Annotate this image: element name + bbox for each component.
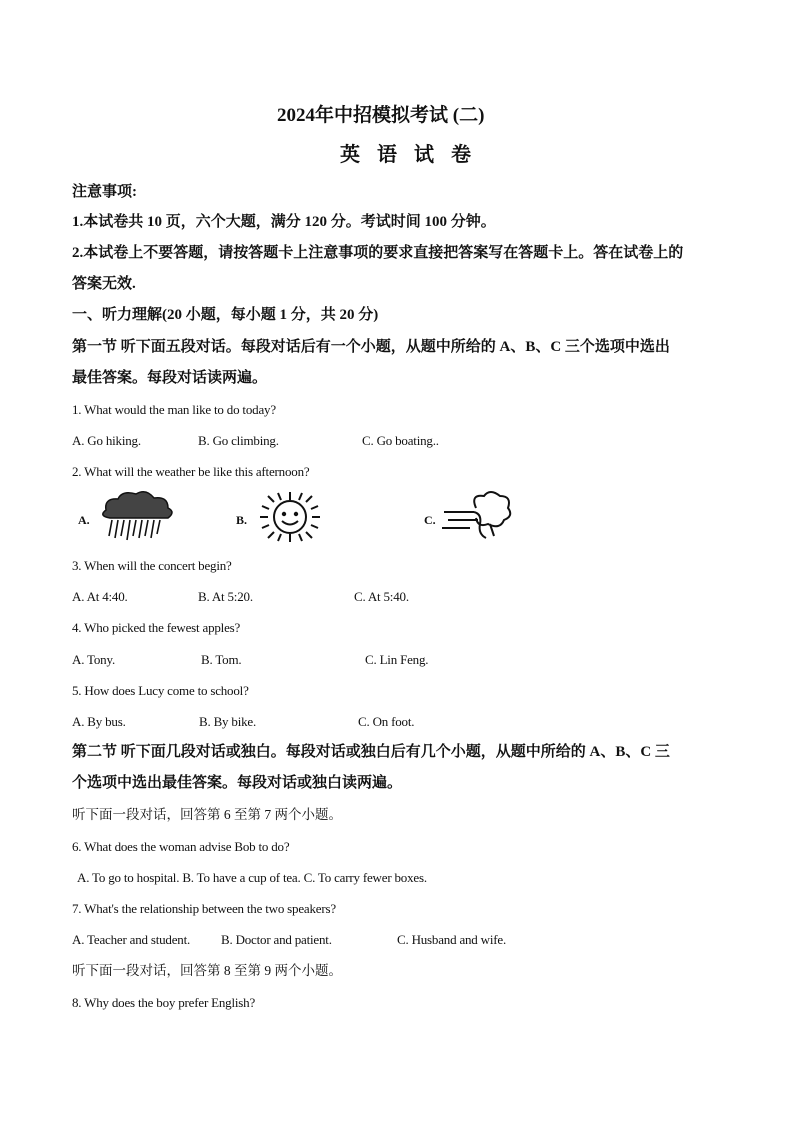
q3-option-c: C. At 5:40. [354, 589, 409, 604]
q5-option-b: B. By bike. [199, 714, 257, 729]
q5-option-a: A. By bus. [72, 714, 126, 729]
q1-option-b: B. Go climbing. [198, 433, 279, 448]
wind-cloud-icon [440, 490, 514, 542]
smiling-sun-icon [254, 490, 326, 544]
q3-option-b: B. At 5:20. [198, 589, 253, 604]
dialogue-intro-6-7: 听下面一段对话，回答第 6 至第 7 两个小题。 [72, 807, 342, 822]
q1-stem: 1. What would the man like to do today? [72, 402, 276, 417]
notice-item-2-line-1: 2.本试卷上不要答题，请按答题卡上注意事项的要求直接把答案写在答题卡上。答在试卷上的 [72, 245, 684, 261]
section2-instruction-line-1: 第二节 听下面几段对话或独白。每段对话或独白后有几个小题，从题中所给的 A、B、C 三 [72, 744, 670, 760]
q7-option-a: A. Teacher and student. [72, 932, 191, 947]
q2-stem: 2. What will the weather be like this afternoon? [72, 464, 310, 479]
notice-item-2-line-2: 答案无效. [72, 276, 136, 292]
q7-option-c: C. Husband and wife. [397, 932, 507, 947]
q7-stem: 7. What's the relationship between the two speakers? [72, 901, 336, 916]
part1-heading: 一、听力理解(20 小题，每小题 1 分，共 20 分) [72, 307, 379, 323]
q4-option-b: B. Tom. [201, 652, 242, 667]
q6-options: A. To go to hospital. B. To have a cup of tea. C. To carry fewer boxes. [77, 870, 427, 885]
q4-stem: 4. Who picked the fewest apples? [72, 620, 241, 635]
q3-stem: 3. When will the concert begin? [72, 558, 232, 573]
dialogue-intro-8-9: 听下面一段对话，回答第 8 至第 9 两个小题。 [72, 963, 342, 978]
section1-instruction-line-1: 第一节 听下面五段对话。每段对话后有一个小题，从题中所给的 A、B、C 三个选项中选出 [72, 339, 670, 355]
page-title: 2024年中招模拟考试 (二) [277, 105, 485, 126]
section2-instruction-line-2: 个选项中选出最佳答案。每段对话或独白读两遍。 [72, 775, 403, 791]
q2-option-a-label: A. [78, 513, 90, 527]
q4-option-a: A. Tony. [72, 652, 115, 667]
q2-option-b-label: B. [236, 513, 248, 527]
page-subtitle: 英 语 试 卷 [340, 144, 477, 166]
q7-option-b: B. Doctor and patient. [221, 932, 332, 947]
q3-option-a: A. At 4:40. [72, 589, 128, 604]
q1-option-c: C. Go boating.. [362, 433, 439, 448]
notice-heading: 注意事项: [72, 184, 137, 200]
q2-option-c-label: C. [424, 513, 436, 527]
q1-option-a: A. Go hiking. [72, 433, 141, 448]
rain-cloud-icon [96, 490, 180, 542]
q5-option-c: C. On foot. [358, 714, 415, 729]
notice-item-1: 1.本试卷共 10 页，六个大题，满分 120 分。考试时间 100 分钟。 [72, 214, 496, 230]
q6-stem: 6. What does the woman advise Bob to do? [72, 839, 290, 854]
q8-stem: 8. Why does the boy prefer English? [72, 995, 256, 1010]
q5-stem: 5. How does Lucy come to school? [72, 683, 249, 698]
section1-instruction-line-2: 最佳答案。每段对话读两遍。 [72, 370, 268, 386]
q4-option-c: C. Lin Feng. [365, 652, 429, 667]
